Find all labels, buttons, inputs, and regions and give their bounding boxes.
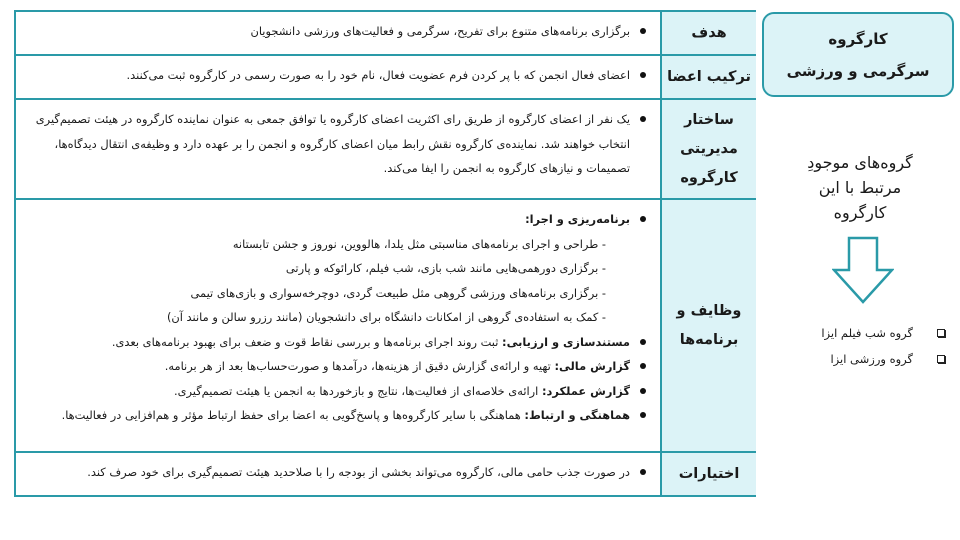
duty-text: تهیه و ارائه‌ی گزارش دقیق از هزینه‌ها، درآمدها و صورت‌حساب‌ها بعد از هر برنامه. [164,359,555,373]
title-line-1: کارگروه [828,29,888,48]
bullet-icon [640,469,646,475]
checkbox-bullet-icon [937,329,945,337]
bullet-icon [640,412,646,418]
bullet-icon [640,363,646,369]
related-group-item[interactable] [800,346,945,372]
related-group-item[interactable] [800,320,945,346]
row-header-goal: هدف [660,12,756,54]
members-text: اعضای فعال انجمن که با پر کردن فرم عضویت فعال، نام خود را به صورت رسمی در کارگروه ثبت می‌کنند. [126,68,630,82]
list-item [28,207,646,330]
workgroup-title-box [762,12,954,97]
duty-label: گزارش مالی: [554,359,630,373]
workgroup-table [14,10,756,497]
table-row-goal [14,12,756,56]
row-content-goal [14,12,660,54]
duty-text: ارائه‌ی خلاصه‌ای از فعالیت‌ها، نتایج و بازخوردها به انجمن یا هیئت تصمیم‌گیری. [173,383,542,398]
duty-text: هماهنگی با سایر کارگروه‌ها و پاسخ‌گویی به اعضا برای حفظ ارتباط مؤثر و هم‌افزایی در فعالیت‌ها. [61,408,525,422]
list-item [28,107,646,181]
planning-subitem: - برگزاری دورهمی‌هایی مانند شب بازی، شب فیلم، کارائوکه و پارتی [285,261,606,275]
planning-subitem: - کمک به استفاده‌ی گروهی از امکانات دانشگاه برای دانشجویان (مانند رزرو سالن و مانند آن) [166,310,606,324]
management-text: یک نفر از اعضای کارگروه از طریق رای اکثریت اعضای کارگروه یا توافق جمعی به عنوان نماینده کارگروه در هیئت تصمیم‌گیری انتخاب خواهند شد. نماینده‌ی کارگروه نقش رابط میان اعضای کارگروه و انجمن را بر عهده دارد و وظیفه‌ی انتقال دیدگاه‌ها، تصمیمات و نیازهای کارگروه به انجمن را ایفا می‌کند. [35,112,630,175]
row-content-management [14,100,660,198]
bullet-icon [640,339,646,345]
list-item [28,63,646,88]
table-row-authority [14,453,756,495]
row-header-members: ترکیب اعضا [660,56,756,98]
bullet-icon [640,28,646,34]
authority-text: در صورت جذب حامی مالی، کارگروه می‌تواند بخشی از بودجه را با صلاحدید هیئت تصمیم‌گیری برای خود صرف کند. [87,465,630,479]
goal-text: برگزاری برنامه‌های متنوع برای تفریح، سرگرمی و فعالیت‌های ورزشی دانشجویان [250,24,630,38]
duty-label: مستندسازی و ارزیابی: [502,334,630,349]
bullet-icon [640,72,646,78]
row-content-authority [14,453,660,495]
related-group-label: گروه ورزشی ایزا [830,352,913,366]
bullet-icon [640,116,646,122]
related-group-label: گروه شب فیلم ایزا [821,326,913,340]
list-item [28,379,646,404]
related-groups-list [800,320,945,372]
list-item [28,403,646,428]
title-line-2: سرگرمی و ورزشی [786,61,930,80]
planning-subitem: - برگزاری برنامه‌های ورزشی گروهی مثل طبیعت گردی، دوچرخه‌سواری و بازی‌های تیمی [190,285,606,300]
list-item [28,330,646,355]
table-row-duties [14,200,756,453]
row-content-members [14,56,660,98]
table-row-members [14,56,756,100]
row-header-authority: اختیارات [660,453,756,495]
row-header-duties: وظایف و برنامه‌ها [660,200,756,451]
list-item [28,354,646,379]
duty-text: ثبت روند اجرای برنامه‌ها و بررسی نقاط قوت و ضعف برای بهبود برنامه‌های بعدی. [111,334,503,349]
bullet-icon [640,388,646,394]
related-groups-title: گروه‌های موجودِ مرتبط با این کارگروه [807,153,913,222]
checkbox-bullet-icon [937,355,945,363]
row-header-management: ساختار مدیریتی کارگروه [660,100,756,198]
row-content-duties [14,200,660,451]
bullet-icon [640,216,646,222]
duty-label: گزارش عملکرد: [541,383,630,398]
planning-label: برنامه‌ریزی و اجرا: [525,212,630,226]
list-item [28,460,646,485]
list-item [28,19,646,44]
duty-label: هماهنگی و ارتباط: [524,408,630,422]
table-row-management [14,100,756,200]
planning-subitem: - طراحی و اجرای برنامه‌های مناسبتی مثل یلدا، هالووین، نوروز و جشن تابستانه [232,236,606,251]
down-arrow-icon [832,236,894,304]
